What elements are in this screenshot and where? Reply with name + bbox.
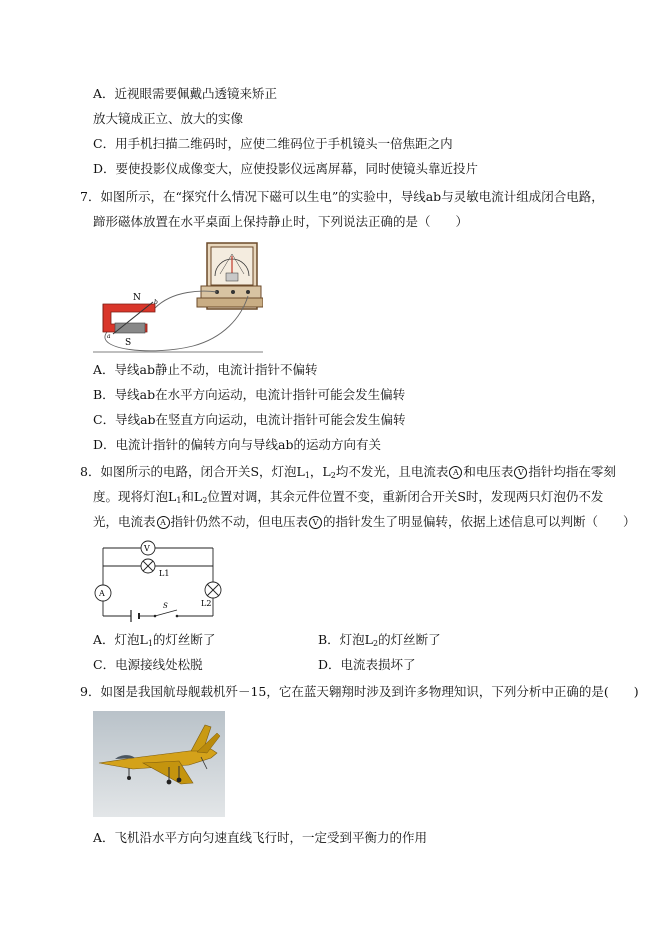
q7-option-c: C．导线ab在竖直方向运动，电流计指针可能会发生偏转 [93,412,406,427]
q8-option-d: D．电流表损坏了 [318,657,416,672]
q8-stem-line2: 度。现将灯泡$L_1$和$L_2$位置对调，其余元件位置不变，重新闭合开关S时，发现两只灯泡仍不发 [93,489,604,505]
q9-option-a: A．飞机沿水平方向匀速直线飞行时，一定受到平衡力的作用 [93,830,428,845]
magnet-n-label: N [133,293,141,303]
q7-stem-line1: 7．如图所示，在“探究什么情况下磁可以生电”的实验中，导线ab与灵敏电流计组成闭合电路， [80,189,604,204]
q8-option-c: C．电源接线处松脱 [93,657,203,672]
wire-b-label: b [154,299,158,306]
q8-circuit-diagram [93,540,223,626]
q6-option-a: A．近视眼需要佩戴凸透镜来矫正 [93,86,278,101]
q8-option-a: A．灯泡$L_1$的灯丝断了 [93,632,216,648]
q8-stem-line1: 8．如图所示的电路，闭合开关S，灯泡$L_1$，$L_2$均不发光，且电流表 A 和电压表 V 指针均指在零刻 [80,464,616,480]
magnet-s-label: S [125,338,132,348]
q9-stem-line1: 9．如图是我国航母舰载机歼－15，它在蓝天翱翔时涉及到许多物理知识，下列分析中正确的是( ) [80,684,639,699]
ammeter-symbol: A [449,466,462,479]
q8-option-b: B．灯泡$L_2$的灯丝断了 [318,632,441,648]
voltmeter-symbol: V [309,516,322,529]
q6-option-d: D．要使投影仪成像变大，应使投影仪远离屏幕，同时使镜头靠近投片 [93,161,479,176]
q7-stem-line2: 蹄形磁体放置在水平桌面上保持静止时，下列说法正确的是（ ） [93,214,469,229]
q7-option-b: B．导线ab在水平方向运动，电流计指针可能会发生偏转 [93,387,406,402]
circuit-voltmeter-label: V [144,544,150,553]
circuit-switch-label: S [163,602,168,610]
voltmeter-symbol: V [514,466,527,479]
q8-stem-line3: 光，电流表 A 指针仍然不动，但电压表 V 的指针发生了明显偏转，依据上述信息可以判断（ ） [93,514,636,529]
circuit-l2-label: L2 [201,599,212,608]
circuit-l1-label: L1 [159,569,170,578]
q7-figure-magnet-galvanometer [93,238,263,356]
q6-option-c: C．用手机扫描二维码时，应使二维码位于手机镜头一倍焦距之内 [93,136,453,151]
q7-option-d: D．电流计指针的偏转方向与导线ab的运动方向有关 [93,437,381,452]
q6-option-b: 放大镜成正立、放大的实像 [93,111,244,126]
circuit-ammeter-label: A [99,589,105,598]
wire-a-label: a [107,333,111,340]
q9-jet-photo [93,711,225,817]
q7-option-a: A．导线ab静止不动，电流计指针不偏转 [93,362,318,377]
ammeter-symbol: A [157,516,170,529]
